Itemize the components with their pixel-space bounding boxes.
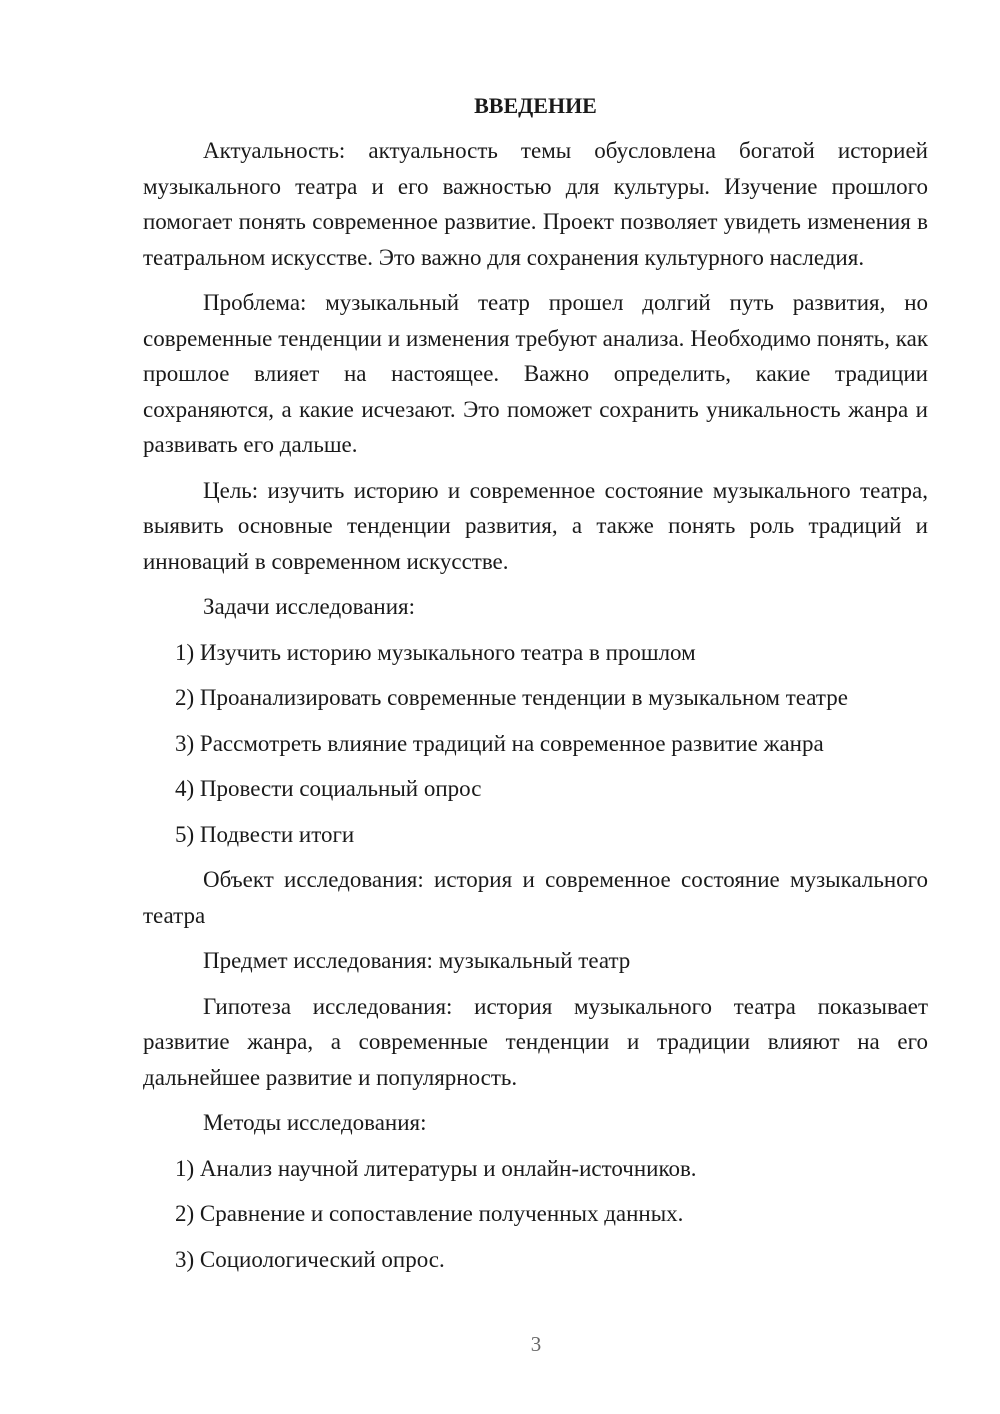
method-item: 1) Анализ научной литературы и онлайн-источников.: [175, 1155, 697, 1181]
methods-heading: Методы исследования:: [203, 1110, 427, 1135]
goal-paragraph: Цель: изучить историю и современное состояние музыкального театра, выявить основные тенденции развития, а также понять роль традиций и инноваций в современном искусстве.: [143, 477, 928, 574]
document-title: ВВЕДЕНИЕ: [474, 93, 597, 118]
relevance-paragraph: Актуальность: актуальность темы обусловлена богатой историей музыкального театра и его важностью для культуры. Изучение прошлого помогает понять современное развитие. Проект позволяет увидеть изменения в театральном искусстве. Это важно для сохранения культурного наследия.: [143, 138, 928, 270]
page-number: 3: [530, 1332, 542, 1356]
method-item: 2) Сравнение и сопоставление полученных данных.: [175, 1201, 684, 1226]
hypothesis-paragraph: Гипотеза исследования: история музыкального театра показывает развитие жанра, а современные тенденции и традиции влияют на его дальнейшее развитие и популярность.: [143, 993, 928, 1090]
task-item: 1) Изучить историю музыкального театра в прошлом: [175, 639, 696, 665]
task-item: 5) Подвести итоги: [175, 821, 355, 847]
problem-paragraph: Проблема: музыкальный театр прошел долгий путь развития, но современные тенденции и изменения требуют анализа. Необходимо понять, как прошлое влияет на настоящее. Важно определить, какие традиции сохраняются, а какие исчезают. Это поможет сохранить уникальность жанра и развивать его дальше.: [143, 290, 928, 457]
subject-paragraph: Предмет исследования: музыкальный театр: [203, 948, 631, 973]
task-item: 2) Проанализировать современные тенденции в музыкальном театре: [175, 685, 848, 710]
tasks-heading: Задачи исследования:: [203, 594, 416, 619]
document-page: [143, 88, 928, 1287]
object-paragraph: Объект исследования: история и современное состояние музыкального театра: [143, 867, 928, 928]
task-item: 3) Рассмотреть влияние традиций на современное развитие жанра: [175, 730, 824, 756]
task-item: 4) Провести социальный опрос: [175, 776, 482, 801]
method-item: 3) Социологический опрос.: [175, 1246, 445, 1272]
